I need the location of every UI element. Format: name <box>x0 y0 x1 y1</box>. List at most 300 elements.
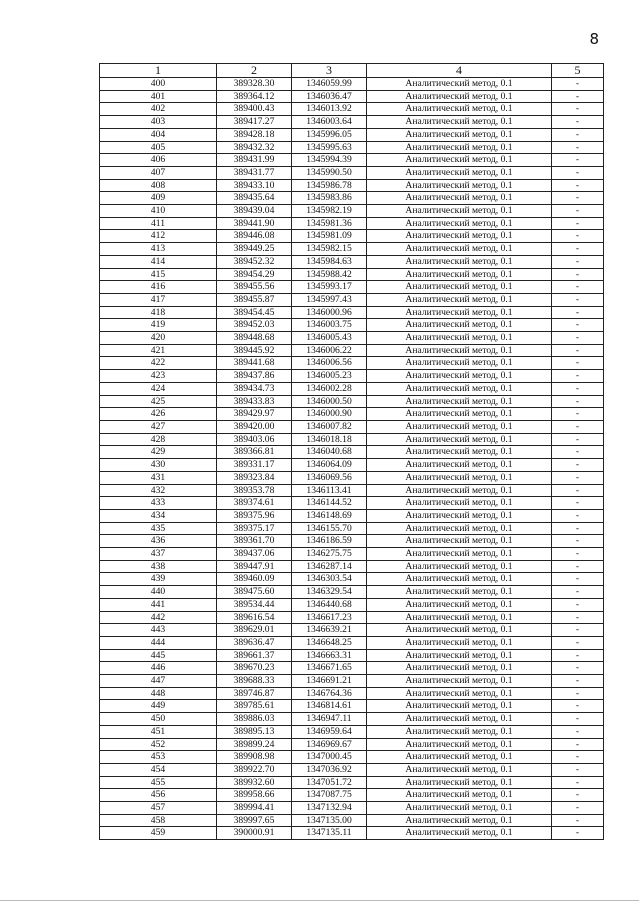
empty-value-cell: - <box>552 789 604 802</box>
point-number-cell: 412 <box>100 230 217 243</box>
y-coordinate-cell: 1346639.21 <box>292 624 367 637</box>
method-cell: Аналитический метод, 0.1 <box>367 675 552 688</box>
point-number-cell: 408 <box>100 179 217 192</box>
x-coordinate-cell: 389449.25 <box>217 243 292 256</box>
table-row <box>100 636 604 649</box>
table-row <box>100 433 604 446</box>
x-coordinate-cell: 389437.06 <box>217 548 292 561</box>
method-cell: Аналитический метод, 0.1 <box>367 90 552 103</box>
table-row <box>100 255 604 268</box>
y-coordinate-cell: 1346969.67 <box>292 738 367 751</box>
empty-value-cell: - <box>552 687 604 700</box>
x-coordinate-cell: 389899.24 <box>217 738 292 751</box>
table-row <box>100 90 604 103</box>
header-col-4: 4 <box>367 64 552 78</box>
empty-value-cell: - <box>552 700 604 713</box>
point-number-cell: 450 <box>100 713 217 726</box>
empty-value-cell: - <box>552 192 604 205</box>
table-row <box>100 459 604 472</box>
point-number-cell: 441 <box>100 598 217 611</box>
method-cell: Аналитический метод, 0.1 <box>367 217 552 230</box>
x-coordinate-cell: 389629.01 <box>217 624 292 637</box>
y-coordinate-cell: 1346002.28 <box>292 382 367 395</box>
table-row <box>100 293 604 306</box>
y-coordinate-cell: 1345990.50 <box>292 166 367 179</box>
x-coordinate-cell: 389895.13 <box>217 725 292 738</box>
empty-value-cell: - <box>552 319 604 332</box>
table-row <box>100 141 604 154</box>
y-coordinate-cell: 1346329.54 <box>292 586 367 599</box>
table-row <box>100 408 604 421</box>
empty-value-cell: - <box>552 827 604 840</box>
empty-value-cell: - <box>552 497 604 510</box>
y-coordinate-cell: 1346000.90 <box>292 408 367 421</box>
x-coordinate-cell: 389958.66 <box>217 789 292 802</box>
method-cell: Аналитический метод, 0.1 <box>367 179 552 192</box>
y-coordinate-cell: 1346155.70 <box>292 522 367 535</box>
method-cell: Аналитический метод, 0.1 <box>367 382 552 395</box>
header-col-1: 1 <box>100 64 217 78</box>
table-row <box>100 535 604 548</box>
table-row <box>100 725 604 738</box>
empty-value-cell: - <box>552 624 604 637</box>
point-number-cell: 435 <box>100 522 217 535</box>
table-row <box>100 548 604 561</box>
empty-value-cell: - <box>552 217 604 230</box>
point-number-cell: 415 <box>100 268 217 281</box>
y-coordinate-cell: 1346764.36 <box>292 687 367 700</box>
empty-value-cell: - <box>552 738 604 751</box>
table-row <box>100 217 604 230</box>
page-bottom-edge <box>0 900 639 901</box>
table-row <box>100 205 604 218</box>
y-coordinate-cell: 1346003.75 <box>292 319 367 332</box>
empty-value-cell: - <box>552 662 604 675</box>
point-number-cell: 400 <box>100 78 217 91</box>
method-cell: Аналитический метод, 0.1 <box>367 205 552 218</box>
x-coordinate-cell: 389670.23 <box>217 662 292 675</box>
point-number-cell: 456 <box>100 789 217 802</box>
method-cell: Аналитический метод, 0.1 <box>367 471 552 484</box>
table-row <box>100 370 604 383</box>
empty-value-cell: - <box>552 382 604 395</box>
x-coordinate-cell: 389616.54 <box>217 611 292 624</box>
empty-value-cell: - <box>552 522 604 535</box>
x-coordinate-cell: 389441.68 <box>217 357 292 370</box>
table-row <box>100 662 604 675</box>
x-coordinate-cell: 389448.68 <box>217 332 292 345</box>
method-cell: Аналитический метод, 0.1 <box>367 598 552 611</box>
method-cell: Аналитический метод, 0.1 <box>367 814 552 827</box>
empty-value-cell: - <box>552 509 604 522</box>
table-row <box>100 497 604 510</box>
y-coordinate-cell: 1345994.39 <box>292 154 367 167</box>
table-row <box>100 586 604 599</box>
method-cell: Аналитический метод, 0.1 <box>367 751 552 764</box>
empty-value-cell: - <box>552 535 604 548</box>
y-coordinate-cell: 1345993.17 <box>292 281 367 294</box>
method-cell: Аналитический метод, 0.1 <box>367 713 552 726</box>
x-coordinate-cell: 389432.32 <box>217 141 292 154</box>
table-row <box>100 573 604 586</box>
empty-value-cell: - <box>552 78 604 91</box>
table-row <box>100 675 604 688</box>
y-coordinate-cell: 1346947.11 <box>292 713 367 726</box>
y-coordinate-cell: 1345997.43 <box>292 293 367 306</box>
method-cell: Аналитический метод, 0.1 <box>367 128 552 141</box>
method-cell: Аналитический метод, 0.1 <box>367 255 552 268</box>
point-number-cell: 452 <box>100 738 217 751</box>
empty-value-cell: - <box>552 166 604 179</box>
table-row <box>100 446 604 459</box>
x-coordinate-cell: 389908.98 <box>217 751 292 764</box>
point-number-cell: 454 <box>100 763 217 776</box>
table-row <box>100 395 604 408</box>
x-coordinate-cell: 389374.61 <box>217 497 292 510</box>
table-row <box>100 776 604 789</box>
table-row <box>100 357 604 370</box>
y-coordinate-cell: 1346013.92 <box>292 103 367 116</box>
point-number-cell: 407 <box>100 166 217 179</box>
y-coordinate-cell: 1346036.47 <box>292 90 367 103</box>
x-coordinate-cell: 389452.32 <box>217 255 292 268</box>
table-row <box>100 420 604 433</box>
table-row <box>100 509 604 522</box>
empty-value-cell: - <box>552 268 604 281</box>
coordinates-table <box>99 63 604 840</box>
method-cell: Аналитический метод, 0.1 <box>367 395 552 408</box>
x-coordinate-cell: 389420.00 <box>217 420 292 433</box>
empty-value-cell: - <box>552 484 604 497</box>
y-coordinate-cell: 1346648.25 <box>292 636 367 649</box>
point-number-cell: 433 <box>100 497 217 510</box>
method-cell: Аналитический метод, 0.1 <box>367 446 552 459</box>
y-coordinate-cell: 1346303.54 <box>292 573 367 586</box>
method-cell: Аналитический метод, 0.1 <box>367 306 552 319</box>
header-col-5: 5 <box>552 64 604 78</box>
method-cell: Аналитический метод, 0.1 <box>367 293 552 306</box>
x-coordinate-cell: 389994.41 <box>217 802 292 815</box>
point-number-cell: 422 <box>100 357 217 370</box>
point-number-cell: 446 <box>100 662 217 675</box>
y-coordinate-cell: 1346005.43 <box>292 332 367 345</box>
table-row <box>100 230 604 243</box>
page-number: 8 <box>589 30 599 48</box>
table-row <box>100 738 604 751</box>
y-coordinate-cell: 1345981.36 <box>292 217 367 230</box>
x-coordinate-cell: 389688.33 <box>217 675 292 688</box>
header-col-2: 2 <box>217 64 292 78</box>
point-number-cell: 438 <box>100 560 217 573</box>
x-coordinate-cell: 389429.97 <box>217 408 292 421</box>
method-cell: Аналитический метод, 0.1 <box>367 586 552 599</box>
x-coordinate-cell: 389460.09 <box>217 573 292 586</box>
table-row <box>100 78 604 91</box>
y-coordinate-cell: 1346000.50 <box>292 395 367 408</box>
y-coordinate-cell: 1347135.11 <box>292 827 367 840</box>
empty-value-cell: - <box>552 586 604 599</box>
empty-value-cell: - <box>552 433 604 446</box>
empty-value-cell: - <box>552 357 604 370</box>
point-number-cell: 437 <box>100 548 217 561</box>
table-row <box>100 344 604 357</box>
y-coordinate-cell: 1346617.23 <box>292 611 367 624</box>
y-coordinate-cell: 1345995.63 <box>292 141 367 154</box>
y-coordinate-cell: 1346440.68 <box>292 598 367 611</box>
point-number-cell: 417 <box>100 293 217 306</box>
point-number-cell: 443 <box>100 624 217 637</box>
empty-value-cell: - <box>552 90 604 103</box>
point-number-cell: 420 <box>100 332 217 345</box>
empty-value-cell: - <box>552 548 604 561</box>
point-number-cell: 429 <box>100 446 217 459</box>
x-coordinate-cell: 389454.45 <box>217 306 292 319</box>
table-body <box>100 78 604 840</box>
empty-value-cell: - <box>552 332 604 345</box>
table-row <box>100 471 604 484</box>
method-cell: Аналитический метод, 0.1 <box>367 802 552 815</box>
empty-value-cell: - <box>552 395 604 408</box>
point-number-cell: 430 <box>100 459 217 472</box>
point-number-cell: 419 <box>100 319 217 332</box>
table-row <box>100 306 604 319</box>
point-number-cell: 423 <box>100 370 217 383</box>
table-row <box>100 814 604 827</box>
point-number-cell: 401 <box>100 90 217 103</box>
y-coordinate-cell: 1345988.42 <box>292 268 367 281</box>
empty-value-cell: - <box>552 205 604 218</box>
x-coordinate-cell: 389417.27 <box>217 116 292 129</box>
x-coordinate-cell: 389431.99 <box>217 154 292 167</box>
y-coordinate-cell: 1346144.52 <box>292 497 367 510</box>
x-coordinate-cell: 389437.86 <box>217 370 292 383</box>
point-number-cell: 455 <box>100 776 217 789</box>
table-row <box>100 789 604 802</box>
empty-value-cell: - <box>552 230 604 243</box>
empty-value-cell: - <box>552 281 604 294</box>
method-cell: Аналитический метод, 0.1 <box>367 548 552 561</box>
method-cell: Аналитический метод, 0.1 <box>367 230 552 243</box>
method-cell: Аналитический метод, 0.1 <box>367 789 552 802</box>
table-row <box>100 802 604 815</box>
table-row <box>100 700 604 713</box>
empty-value-cell: - <box>552 636 604 649</box>
y-coordinate-cell: 1345982.19 <box>292 205 367 218</box>
y-coordinate-cell: 1345984.63 <box>292 255 367 268</box>
x-coordinate-cell: 389445.92 <box>217 344 292 357</box>
point-number-cell: 410 <box>100 205 217 218</box>
x-coordinate-cell: 389636.47 <box>217 636 292 649</box>
method-cell: Аналитический метод, 0.1 <box>367 332 552 345</box>
y-coordinate-cell: 1347087.75 <box>292 789 367 802</box>
x-coordinate-cell: 389435.64 <box>217 192 292 205</box>
point-number-cell: 451 <box>100 725 217 738</box>
y-coordinate-cell: 1346000.96 <box>292 306 367 319</box>
x-coordinate-cell: 389785.61 <box>217 700 292 713</box>
y-coordinate-cell: 1345996.05 <box>292 128 367 141</box>
x-coordinate-cell: 389661.37 <box>217 649 292 662</box>
table-row <box>100 243 604 256</box>
method-cell: Аналитический метод, 0.1 <box>367 243 552 256</box>
empty-value-cell: - <box>552 802 604 815</box>
method-cell: Аналитический метод, 0.1 <box>367 662 552 675</box>
x-coordinate-cell: 389361.70 <box>217 535 292 548</box>
table-header <box>100 64 604 78</box>
y-coordinate-cell: 1345982.15 <box>292 243 367 256</box>
point-number-cell: 453 <box>100 751 217 764</box>
y-coordinate-cell: 1347000.45 <box>292 751 367 764</box>
x-coordinate-cell: 389475.60 <box>217 586 292 599</box>
method-cell: Аналитический метод, 0.1 <box>367 116 552 129</box>
y-coordinate-cell: 1346003.64 <box>292 116 367 129</box>
point-number-cell: 428 <box>100 433 217 446</box>
method-cell: Аналитический метод, 0.1 <box>367 281 552 294</box>
x-coordinate-cell: 389434.73 <box>217 382 292 395</box>
x-coordinate-cell: 389331.17 <box>217 459 292 472</box>
y-coordinate-cell: 1346069.56 <box>292 471 367 484</box>
y-coordinate-cell: 1345986.78 <box>292 179 367 192</box>
empty-value-cell: - <box>552 675 604 688</box>
method-cell: Аналитический метод, 0.1 <box>367 484 552 497</box>
table-row <box>100 154 604 167</box>
table-row <box>100 522 604 535</box>
y-coordinate-cell: 1346018.18 <box>292 433 367 446</box>
x-coordinate-cell: 389452.03 <box>217 319 292 332</box>
table-row <box>100 268 604 281</box>
empty-value-cell: - <box>552 471 604 484</box>
point-number-cell: 403 <box>100 116 217 129</box>
y-coordinate-cell: 1346275.75 <box>292 548 367 561</box>
x-coordinate-cell: 389932.60 <box>217 776 292 789</box>
method-cell: Аналитический метод, 0.1 <box>367 522 552 535</box>
table-row <box>100 751 604 764</box>
table-row <box>100 103 604 116</box>
point-number-cell: 411 <box>100 217 217 230</box>
point-number-cell: 436 <box>100 535 217 548</box>
point-number-cell: 457 <box>100 802 217 815</box>
method-cell: Аналитический метод, 0.1 <box>367 370 552 383</box>
header-row <box>100 64 604 78</box>
method-cell: Аналитический метод, 0.1 <box>367 433 552 446</box>
point-number-cell: 426 <box>100 408 217 421</box>
method-cell: Аналитический метод, 0.1 <box>367 357 552 370</box>
y-coordinate-cell: 1346006.56 <box>292 357 367 370</box>
point-number-cell: 416 <box>100 281 217 294</box>
table-row <box>100 713 604 726</box>
table-row <box>100 560 604 573</box>
y-coordinate-cell: 1346663.31 <box>292 649 367 662</box>
empty-value-cell: - <box>552 141 604 154</box>
empty-value-cell: - <box>552 420 604 433</box>
table-row <box>100 624 604 637</box>
empty-value-cell: - <box>552 751 604 764</box>
empty-value-cell: - <box>552 814 604 827</box>
point-number-cell: 448 <box>100 687 217 700</box>
table-row <box>100 319 604 332</box>
method-cell: Аналитический метод, 0.1 <box>367 560 552 573</box>
x-coordinate-cell: 389455.87 <box>217 293 292 306</box>
method-cell: Аналитический метод, 0.1 <box>367 509 552 522</box>
x-coordinate-cell: 389375.96 <box>217 509 292 522</box>
point-number-cell: 413 <box>100 243 217 256</box>
y-coordinate-cell: 1347135.00 <box>292 814 367 827</box>
empty-value-cell: - <box>552 459 604 472</box>
table-row <box>100 179 604 192</box>
method-cell: Аналитический метод, 0.1 <box>367 738 552 751</box>
y-coordinate-cell: 1346005.23 <box>292 370 367 383</box>
x-coordinate-cell: 389439.04 <box>217 205 292 218</box>
point-number-cell: 458 <box>100 814 217 827</box>
y-coordinate-cell: 1346064.09 <box>292 459 367 472</box>
x-coordinate-cell: 389431.77 <box>217 166 292 179</box>
empty-value-cell: - <box>552 408 604 421</box>
point-number-cell: 449 <box>100 700 217 713</box>
method-cell: Аналитический метод, 0.1 <box>367 497 552 510</box>
x-coordinate-cell: 389997.65 <box>217 814 292 827</box>
method-cell: Аналитический метод, 0.1 <box>367 827 552 840</box>
y-coordinate-cell: 1346186.59 <box>292 535 367 548</box>
method-cell: Аналитический метод, 0.1 <box>367 459 552 472</box>
y-coordinate-cell: 1347132.94 <box>292 802 367 815</box>
point-number-cell: 439 <box>100 573 217 586</box>
point-number-cell: 440 <box>100 586 217 599</box>
x-coordinate-cell: 389328.30 <box>217 78 292 91</box>
empty-value-cell: - <box>552 446 604 459</box>
point-number-cell: 405 <box>100 141 217 154</box>
method-cell: Аналитический метод, 0.1 <box>367 649 552 662</box>
method-cell: Аналитический метод, 0.1 <box>367 535 552 548</box>
x-coordinate-cell: 390000.91 <box>217 827 292 840</box>
empty-value-cell: - <box>552 344 604 357</box>
y-coordinate-cell: 1345983.86 <box>292 192 367 205</box>
y-coordinate-cell: 1346113.41 <box>292 484 367 497</box>
x-coordinate-cell: 389922.70 <box>217 763 292 776</box>
point-number-cell: 427 <box>100 420 217 433</box>
method-cell: Аналитический метод, 0.1 <box>367 408 552 421</box>
y-coordinate-cell: 1346059.99 <box>292 78 367 91</box>
point-number-cell: 421 <box>100 344 217 357</box>
method-cell: Аналитический метод, 0.1 <box>367 624 552 637</box>
x-coordinate-cell: 389433.83 <box>217 395 292 408</box>
point-number-cell: 414 <box>100 255 217 268</box>
point-number-cell: 424 <box>100 382 217 395</box>
empty-value-cell: - <box>552 763 604 776</box>
table-row <box>100 382 604 395</box>
header-col-3: 3 <box>292 64 367 78</box>
x-coordinate-cell: 389366.81 <box>217 446 292 459</box>
empty-value-cell: - <box>552 255 604 268</box>
table-row <box>100 649 604 662</box>
x-coordinate-cell: 389886.03 <box>217 713 292 726</box>
point-number-cell: 447 <box>100 675 217 688</box>
x-coordinate-cell: 389353.78 <box>217 484 292 497</box>
table-row <box>100 166 604 179</box>
table-row <box>100 687 604 700</box>
y-coordinate-cell: 1346287.14 <box>292 560 367 573</box>
table-row <box>100 611 604 624</box>
y-coordinate-cell: 1345981.09 <box>292 230 367 243</box>
table-row <box>100 484 604 497</box>
y-coordinate-cell: 1347036.92 <box>292 763 367 776</box>
x-coordinate-cell: 389534.44 <box>217 598 292 611</box>
method-cell: Аналитический метод, 0.1 <box>367 611 552 624</box>
empty-value-cell: - <box>552 293 604 306</box>
method-cell: Аналитический метод, 0.1 <box>367 141 552 154</box>
point-number-cell: 445 <box>100 649 217 662</box>
method-cell: Аналитический метод, 0.1 <box>367 166 552 179</box>
y-coordinate-cell: 1346959.64 <box>292 725 367 738</box>
empty-value-cell: - <box>552 128 604 141</box>
